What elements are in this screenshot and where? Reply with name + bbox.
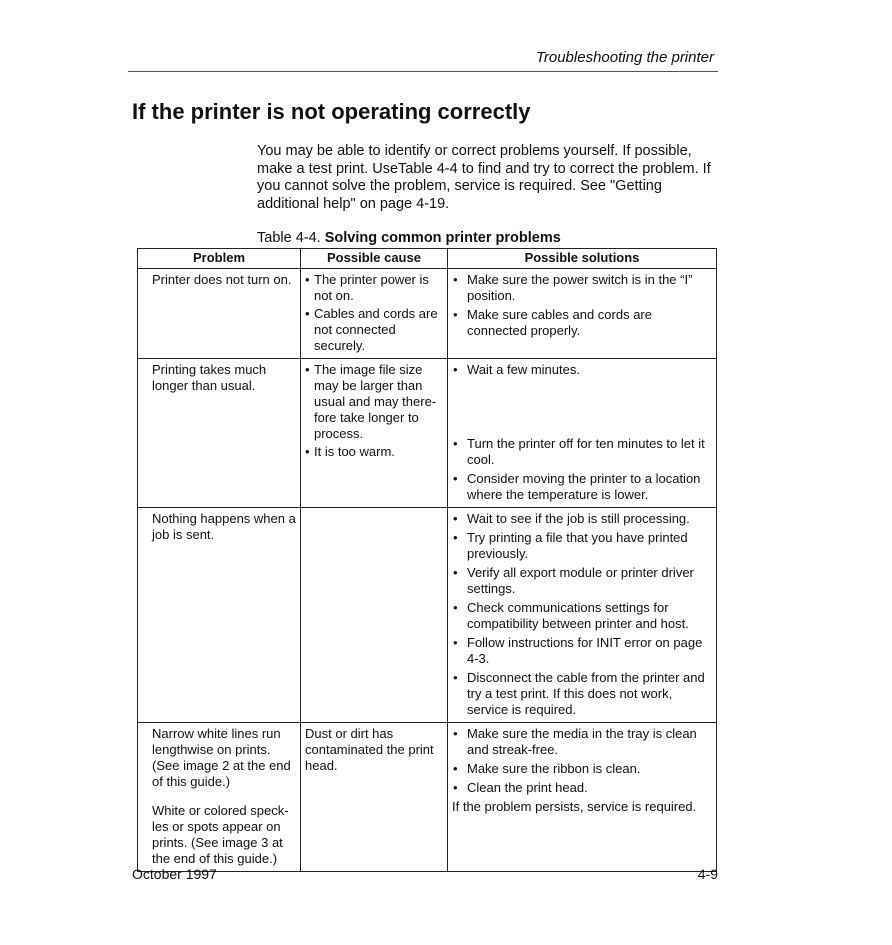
solutions-cell	[448, 508, 717, 723]
problem-text: Nothing happens when a job is sent.	[152, 511, 296, 542]
solution-item: • Verify all export module or printer driver settings.	[452, 565, 712, 597]
cause-item: • The image file size may be larger than usual and may there-fore take longer to process.	[305, 362, 443, 442]
solution-item: • Follow instructions for INIT error on page 4-3.	[452, 635, 712, 667]
problem-text: Printing takes much longer than usual.	[152, 362, 267, 393]
cause-cell	[301, 359, 448, 508]
solution-item: • Make sure the power switch is in the “I” position.	[452, 272, 712, 304]
intro-paragraph: You may be able to identify or correct problems yourself. If possible, make a test print. UseTable 4-4 to find and try to correct the problem. If you cannot solve the problem, service is required. See "Getting additional help" on page 4-19.	[257, 143, 711, 212]
solution-item: • Wait a few minutes.	[452, 362, 712, 378]
solution-item: • Try printing a file that you have printed previously.	[452, 530, 712, 562]
problem-text: White or colored speck-les or spots appear on prints. (See image 3 at the end of this guide.)	[152, 803, 289, 866]
solution-item: • Disconnect the cable from the printer and try a test print. If this does not work, service is required.	[452, 670, 712, 718]
table-row	[138, 359, 717, 508]
cause-item: • Cables and cords are not connected securely.	[305, 306, 443, 354]
problem-cell	[138, 723, 301, 872]
solutions-cell	[448, 723, 717, 872]
solution-item: • Turn the printer off for ten minutes to let it cool.	[452, 436, 712, 468]
table-row	[138, 269, 717, 359]
problem-cell	[138, 508, 301, 723]
solution-item: • Consider moving the printer to a location where the temperature is lower.	[452, 471, 712, 503]
troubleshooting-table	[137, 248, 717, 872]
column-header-solutions: Possible solutions	[448, 249, 717, 269]
cause-text: Dust or dirt has contaminated the print head.	[305, 726, 434, 773]
solution-item: • Make sure the ribbon is clean.	[452, 761, 712, 777]
problem-cell	[138, 359, 301, 508]
section-title: If the printer is not operating correctly	[132, 99, 531, 124]
cause-item: • The printer power is not on.	[305, 272, 443, 304]
solution-item: • Check communications settings for compatibility between printer and host.	[452, 600, 712, 632]
solutions-cell	[448, 359, 717, 508]
table-caption	[257, 230, 561, 246]
cause-cell	[301, 269, 448, 359]
cause-cell	[301, 508, 448, 723]
solutions-cell	[448, 269, 717, 359]
table-caption-number: Table 4-4.	[257, 230, 321, 246]
solution-item: • Wait to see if the job is still processing.	[452, 511, 712, 527]
solution-item: • Make sure cables and cords are connected properly.	[452, 307, 712, 339]
table-row	[138, 508, 717, 723]
running-header: Troubleshooting the printer	[535, 49, 714, 66]
problem-text: Narrow white lines run lengthwise on prints. (See image 2 at the end of this guide.)	[152, 726, 291, 789]
table-header-row	[138, 249, 717, 269]
solution-note: If the problem persists, service is required.	[452, 799, 697, 814]
header-rule	[128, 71, 718, 72]
cause-item: • It is too warm.	[305, 444, 443, 460]
table-caption-title: Solving common printer problems	[324, 230, 561, 246]
column-header-problem: Problem	[138, 249, 301, 269]
cause-cell	[301, 723, 448, 872]
table-row	[138, 723, 717, 872]
column-header-cause: Possible cause	[301, 249, 448, 269]
solution-item: • Clean the print head.	[452, 780, 712, 796]
footer-date: October 1997	[132, 866, 217, 882]
spacer	[452, 378, 712, 436]
page-number: 4-9	[697, 866, 718, 882]
problem-cell	[138, 269, 301, 359]
solution-item: • Make sure the media in the tray is clean and streak-free.	[452, 726, 712, 758]
problem-text: Printer does not turn on.	[152, 272, 292, 287]
